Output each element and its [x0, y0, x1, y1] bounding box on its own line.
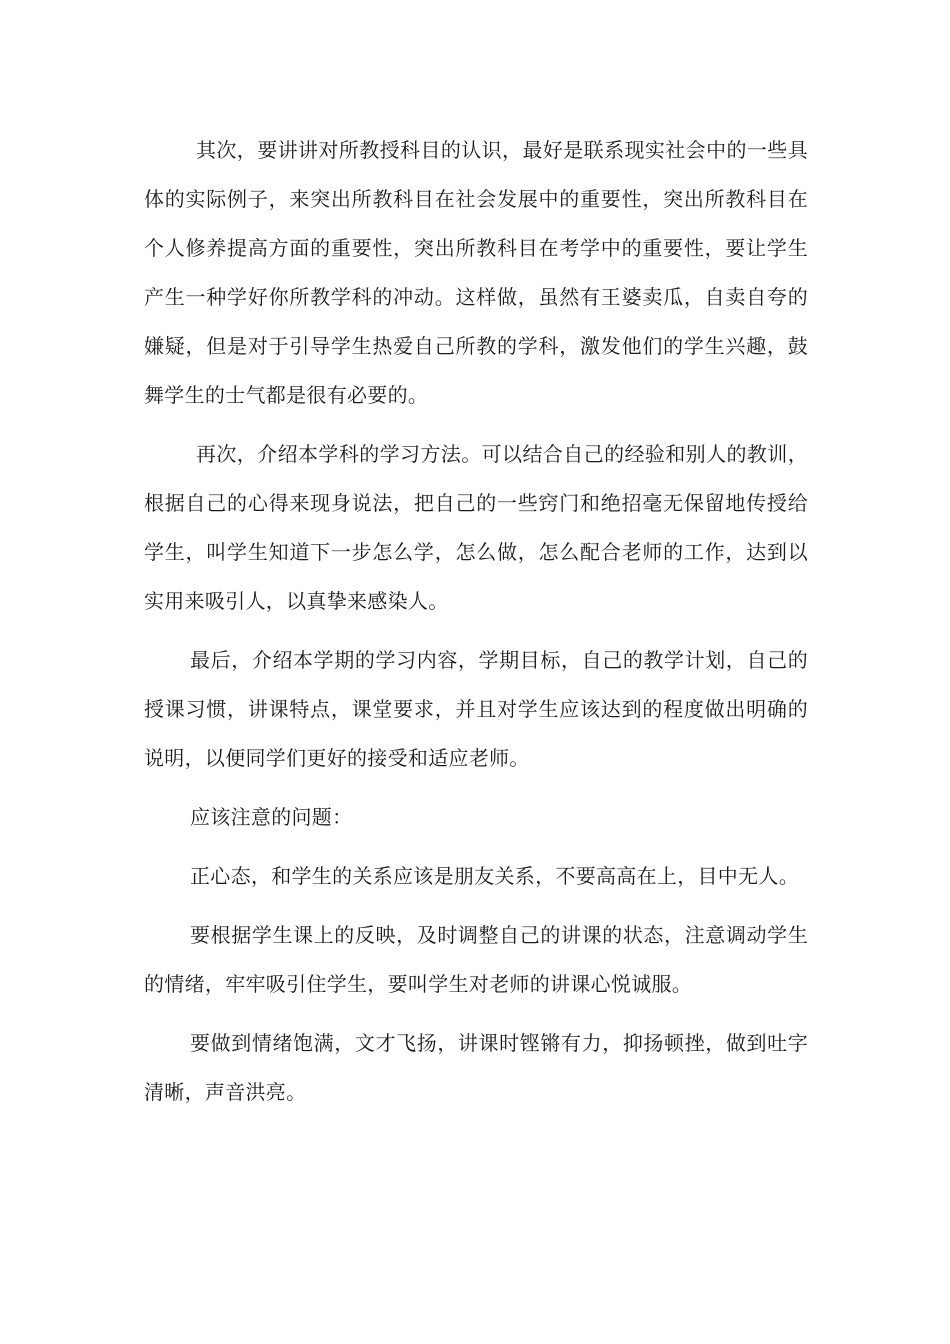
paragraph-learning-method: 再次，介绍本学科的学习方法。可以结合自己的经验和别人的教训，根据自己的心得来现身说法，把自己的一些窍门和绝招毫无保留地传授给学生，叫学生知道下一步怎么学，怎么做，怎么配合老师的工作，达到以实用来吸引人，以真挚来感染人。 — [144, 442, 808, 613]
paragraph-semester-content: 最后，介绍本学期的学习内容，学期目标，自己的教学计划，自己的授课习惯，讲课特点，课堂要求，并且对学生应该达到的程度做出明确的说明，以便同学们更好的接受和适应老师。 — [144, 648, 808, 770]
paragraph-attitude: 正心态，和学生的关系应该是朋友关系，不要高高在上，目中无人。 — [190, 864, 799, 888]
document-body — [144, 126, 808, 1127]
paragraph-subject-understanding: 其次，要讲讲对所教授科目的认识，最好是联系现实社会中的一些具体的实际例子，来突出所教科目在社会发展中的重要性，突出所教科目在个人修养提高方面的重要性，突出所教科目在考学中的重要性，要让学生产生一种学好你所教学科的冲动。这样做，虽然有王婆卖瓜，自卖自夸的嫌疑，但是对于引导学生热爱自己所教的学科，激发他们的学生兴趣，鼓舞学生的士气都是很有必要的。 — [144, 138, 808, 407]
paragraph-notes-heading: 应该注意的问题： — [190, 805, 353, 829]
paragraph-adjust-state: 要根据学生课上的反映，及时调整自己的讲课的状态，注意调动学生的情绪，牢牢吸引住学生，要叫学生对老师的讲课心悦诚服。 — [144, 923, 808, 996]
paragraph-emotion-voice: 要做到情绪饱满，文才飞扬，讲课时铿锵有力，抑扬顿挫，做到吐字清晰，声音洪亮。 — [144, 1031, 808, 1104]
